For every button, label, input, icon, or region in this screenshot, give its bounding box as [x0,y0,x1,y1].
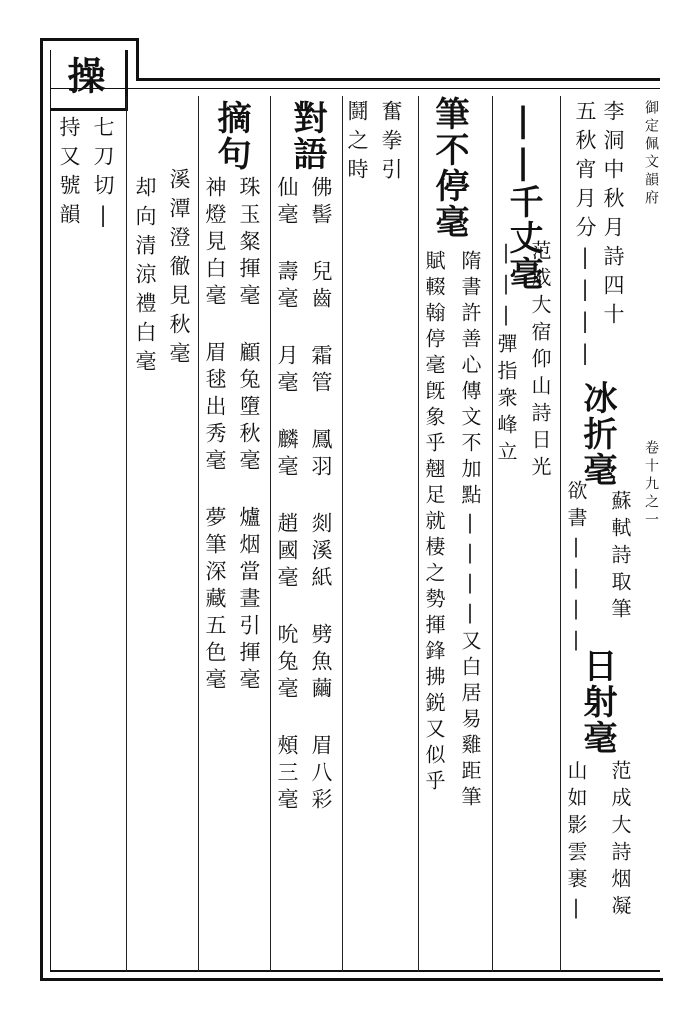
heading-term: ||千丈毫 [503,100,543,292]
text-column: 仙毫 壽毫 月毫 麟毫 趙國毫 吮兔毫 頰三毫 [275,176,299,815]
top-rule-step [136,38,139,81]
heading-term: 日射毫 [577,648,617,756]
column-rule [418,96,419,972]
column-rule [560,96,561,972]
text-column: 七刀切| [91,116,115,235]
section-heading: 對語 [287,100,327,172]
text-column: 范成大詩烟凝 [608,760,632,922]
text-column: 李洞中秋月詩四十 [601,100,625,332]
column-rule [270,96,271,972]
text-column: 蘇軾詩取筆 [608,490,632,625]
column-rule [198,96,199,972]
heading-term: 冰折毫 [577,380,617,488]
corner-label: 操 [61,56,106,96]
column-rule [492,96,493,972]
text-column: 欲書|||| [564,480,588,658]
text-column: 隋書許善心傳文不加點||||又白居易雞距筆 [458,250,482,812]
text-column: |||彈指衆峰立 [494,240,518,468]
inner-left-rule [50,50,51,970]
column-rule [342,96,343,972]
heading-term: 筆不停毫 [429,96,469,240]
text-column: 珠玉粲揮毫 顧兔墮秋毫 爐烟當晝引揮毫 [237,176,261,695]
text-column: 鬪之時 [345,100,369,187]
text-column: 山如影雲裹| [564,760,588,926]
text-column: 佛髻 兒齒 霜管 鳳羽 剡溪紙 劈魚繭 眉八彩 [309,176,333,815]
column-rule [126,96,127,972]
top-rule-right [136,78,660,81]
top-rule [40,38,138,41]
text-column: 溪潭澄徹見秋毫 [167,168,191,371]
text-column: 五秋宵月分|||| [573,100,597,373]
text-column: 奮拳引 [379,100,403,187]
section-heading: 摘句 [211,100,251,172]
text-column: 持又號韻 [57,116,81,232]
inner-bottom-rule [50,970,660,972]
inner-top-rule [50,88,660,89]
text-column: 賦輟翰停毫旣象乎翹足就棲之勢揮鋒拂鋭又似乎 [422,250,446,796]
running-header-right: 卷十九之一 [643,440,659,530]
running-header-left: 御定佩文韻府 [643,100,659,208]
text-column: 却向清涼禮白毫 [133,176,157,379]
text-column: 范成大宿仰山詩日光 [528,240,552,483]
text-column: 神燈見白毫 眉毬出秀毫 夢筆深藏五色毫 [203,176,227,695]
